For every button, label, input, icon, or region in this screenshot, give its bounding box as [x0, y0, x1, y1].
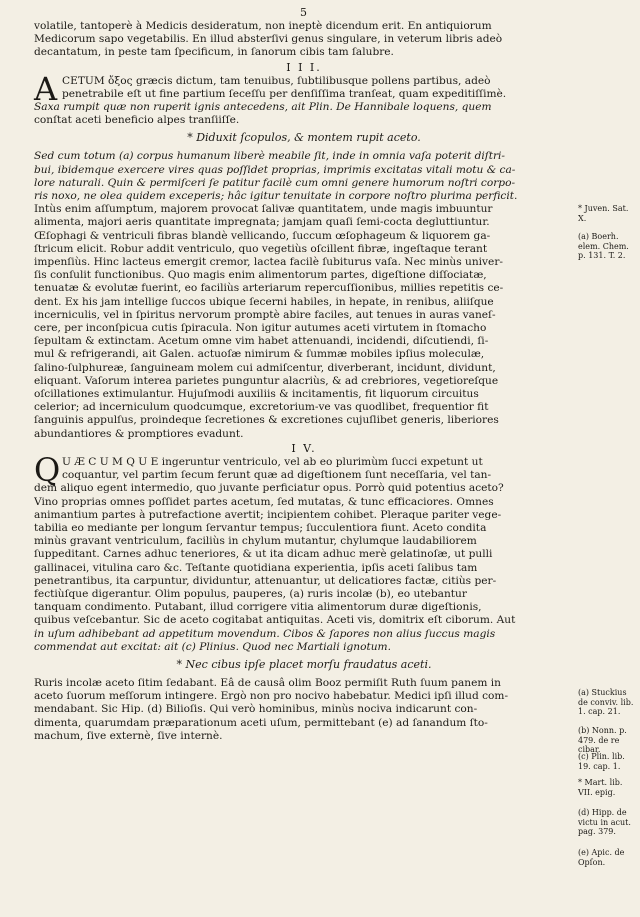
margin-note-nonn: (b) Nonn. p. 479. de re cibar.: [578, 726, 627, 754]
text-line: incerniculis, vel in ſpiritus nervorum promptè abire faciles, aut tenues in auras vaneſ-: [34, 308, 496, 321]
closing-paragraph: [34, 677, 574, 743]
text-line: ſanguinis appulſus, proindeque ſecretiones & excretiones cujuſlibet generis, liberiores: [34, 414, 499, 427]
text-line: U Æ C U M Q U E ingeruntur ventriculo, vel ab eo plurimùm ſucci expetunt ut: [62, 455, 483, 468]
page-number: 5: [300, 6, 307, 19]
text-line: Intùs enim aſſumptum, majorem provocat ſalivæ quantitatem, unde magis imbuuntur: [34, 203, 493, 216]
margin-note-boerh: (a) Boerh. elem. Chem. p. 131. T. 2.: [578, 232, 629, 260]
text-line: Ruris incolæ aceto ſitim ſedabant. Eâ de causâ olim Booz permiſit Ruth ſuum panem in: [34, 676, 501, 689]
text-line: ris noxo, ne olea quidem exceperis; hâc igitur tenuitate in corpore noſtro plurima perficit.: [34, 190, 518, 203]
text-line: bui, ibidemque exercere vires quas poſſidet proprias, imprimis excitatas vitali motu & ca-: [34, 163, 516, 176]
verse-quotation: * Nec cibus ipſe placet morſu fraudatus aceti.: [176, 657, 432, 671]
text-line: Sed cum totum (a) corpus humanum liberè meabile ſit, inde in omnia vaſa poterit diſtri-: [34, 150, 505, 163]
section-heading-iv: I V.: [291, 441, 317, 455]
text-line: decantatum, in peste tam ſpecificum, in ſanorum cibis tam ſalubre.: [34, 46, 394, 59]
text-line: ſepultam & extinctam. Acetum omne vim habet attenuandi, incidendi, diſcutiendi, ſi-: [34, 335, 489, 348]
section-heading-iii: I I I.: [286, 60, 322, 74]
text-line: celerior; ad incerniculum quodcumque, excretorium-ve vas quodlibet, frequentior fit: [34, 401, 489, 414]
text-line: ſtricum elicit. Robur addit ventriculo, quo vegetiùs oſcillent fibræ, ingeſtaque terant: [34, 242, 488, 255]
verse-quotation: * Diduxit ſcopulos, & montem rupit aceto.: [187, 131, 421, 145]
text-line: fectiùſque digerantur. Olim populus, pauperes, (a) ruris incolæ (b), eo utebantur: [34, 587, 467, 600]
text-line: coquantur, vel partim ſecum ferunt quæ ad digeſtionem ſunt neceſſaria, vel tan-: [62, 469, 492, 482]
text-line: oſcillationes extimulantur. Hujuſmodi auxiliis & incitamentis, fit liquorum circuitus: [34, 388, 479, 401]
text-line: dent. Ex his jam intellige ſuccos ubique ſecerni habiles, in hepate, in renibus, aliiſque: [34, 295, 494, 308]
text-line: penetrantibus, ita carpuntur, dividuntur, attenuantur, ut delicatiores factæ, citiùs per-: [34, 574, 497, 587]
text-line: commendat aut excitat: ait (c) Plinius. Quod nec Martiali ignotum.: [34, 640, 391, 653]
intro-paragraph: [34, 20, 574, 60]
text-line: gallinacei, vitulina caro &c. Teſtante quotidiana experientia, ipſis aceti ſalibus tam: [34, 561, 478, 574]
margin-note-stuckius: (a) Stuckius de conviv. lib. 1. cap. 21.: [578, 688, 634, 716]
text-line: mul & refrigerandi, ait Galen. actuoſæ nimirum & ſummæ mobiles ipſius moleculæ,: [34, 348, 485, 361]
text-line: ſalino-ſulphureæ, ſanguineam molem cui admiſcentur, diverberant, incidunt, dividunt,: [34, 361, 496, 374]
text-line: volatile, tantoperè à Medicis desideratum, non ineptè dicendum erit. En antiquiorum: [34, 20, 492, 32]
section-iii-continuation: [34, 101, 574, 127]
text-line: dimenta, quarumdam præparationum aceti uſum, permittebant (e) ad ſanandum ſto-: [34, 716, 488, 729]
text-line: tenuatæ & evolutæ fuerint, eo faciliùs arteriarum repercuſſionibus, millies repetitis ce-: [34, 282, 504, 295]
text-line: dem aliquo egent intermedio, quo juvante perficiatur opus. Porrò quid potentius aceto?: [34, 482, 504, 495]
text-line: ſis conſulit functionibus. Quo magis enim alimentorum partes, digeſtione diſſociatæ,: [34, 269, 487, 282]
text-line: lore naturali. Quin & permiſceri ſe patitur facilè cum omni genere humorum noſtri corpo-: [34, 176, 516, 189]
text-line: Œſophagi & ventriculi fibras blandè vellicando, ſuccum œſophageum & liquorem ga-: [34, 229, 491, 242]
margin-note-plin: (c) Plin. lib. 19. cap. 1.: [578, 752, 625, 771]
text-line: eliquant. Vaſorum interea parietes punguntur alacriùs, & ad crebriores, vegetioreſque: [34, 374, 499, 387]
main-paragraph: [34, 150, 574, 440]
text-line: animantium partes à putrefactione avertit; incipientem cohibet. Pleraque pariter vege-: [34, 508, 502, 521]
text-line: tanquam condimento. Putabant, illud corrigere vitia alimentorum duræ digeſtionis,: [34, 601, 482, 614]
text-line: cere, per inconſpicua cutis ſpiracula. Non igitur autumes aceti virtutem in ſtomacho: [34, 322, 487, 335]
section-iv-paragraph: [34, 482, 574, 654]
text-line: in uſum adhibebant ad appetitum movendum. Cibos & ſapores non alius ſuccus magis: [34, 627, 496, 640]
section-iii-block: [34, 69, 574, 128]
margin-note-mart: * Mart. lib. VII. epig.: [578, 778, 623, 797]
text-line: minùs gravant ventriculum, faciliùs in chylum mutantur, chylumque laudabiliorem: [34, 535, 477, 548]
section-iv-block: [34, 450, 574, 654]
text-line: conſtat aceti beneficio alpes tranſiiſſe.: [34, 114, 240, 127]
margin-note-hipp: (d) Hipp. de victu in acut. pag. 379.: [578, 808, 631, 836]
text-line: penetrabile eſt ut fine partium ſeceſſu per denſiſſima tranſeat, quam expeditiſſimè.: [62, 87, 507, 100]
dropcap: Q: [34, 450, 61, 489]
text-line: ſuppeditant. Carnes adhuc teneriores, & ut ita dicam adhuc merè gelatinoſæ, ut pulli: [34, 548, 493, 561]
text-line: alimenta, majori aeris quantitate impregnata; jamjam quaſi ſemi-cocta degluttiuntur.: [34, 216, 490, 229]
margin-note-juvenal: * Juven. Sat. X.: [578, 204, 629, 223]
text-line: Medicorum sapo vegetabilis. En illud absterſivi genus singulare, in veterum libris adeò: [34, 33, 503, 46]
text-line: machum, ſive externè, ſive internè.: [34, 729, 223, 742]
text-line: aceto ſuorum meſſorum intingere. Ergò non pro nocivo habebatur. Medici ipſi illud com-: [34, 690, 509, 703]
text-line: CETUM ὄξος græcis dictum, tam tenuibus, ſubtilibusque pollens partibus, adeò: [62, 74, 491, 87]
dropcap: A: [34, 69, 58, 108]
text-line: abundantiores & promptiores evadunt.: [34, 427, 244, 440]
margin-note-apic: (e) Apic. de Opſon.: [578, 848, 625, 867]
text-line: impenſiùs. Hinc lacteus emergit cremor, lactea facilè ſubiturus vaſa. Nec minùs univer-: [34, 256, 503, 269]
text-line: mendabant. Sic Hip. (d) Bilioſis. Qui verò hominibus, minùs nociva indicarunt con-: [34, 703, 478, 716]
text-line: Saxa rumpit quæ non ruperit ignis antecedens, ait Plin. De Hannibale loquens, quem: [34, 101, 492, 114]
text-line: quibus veſcebantur. Sic de aceto cogitabat antiquitas. Aceti vis, domitrix eſt ciborum. Aut: [34, 614, 516, 627]
text-line: Vino proprias omnes poſſidet partes acetum, ſed mutatas, & tunc efficaciores. Omnes: [34, 495, 494, 508]
text-line: tabilia eo mediante per longum ſervantur tempus; ſucculentiora fiunt. Aceto condita: [34, 521, 487, 534]
